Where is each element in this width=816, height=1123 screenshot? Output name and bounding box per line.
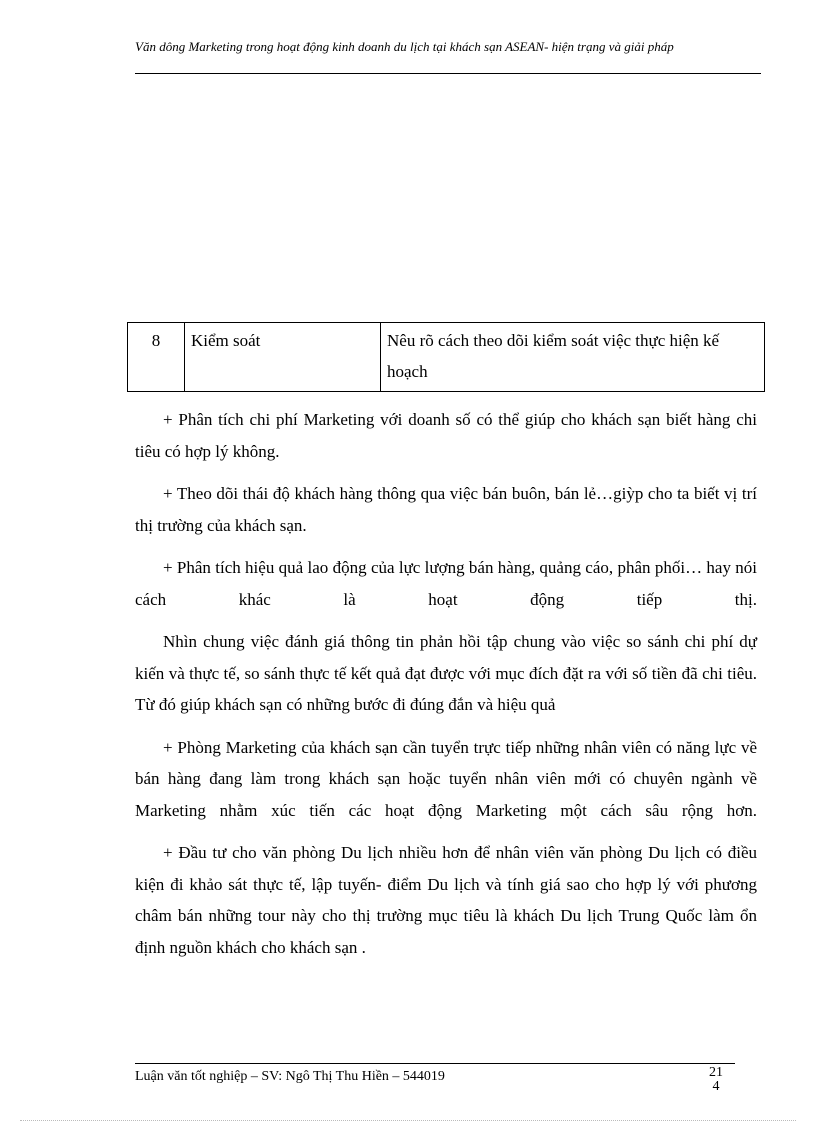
- running-header: Văn dông Marketing trong hoạt động kinh doanh du lịch tại khách sạn ASEAN- hiện trạng và giải pháp: [135, 39, 674, 54]
- paragraph: + Phòng Marketing của khách sạn cần tuyển trực tiếp những nhân viên có năng lực về bán hàng đang làm trong khách sạn hoặc tuyển nhân viên mới có chuyên ngành về Marketing nhằm xúc tiến các hoạt động Marketing một cách sâu rộng hơn.: [135, 737, 757, 820]
- table-row: [128, 323, 765, 392]
- row-description: Nêu rõ cách theo dõi kiểm soát việc thực hiện kế hoạch: [381, 323, 765, 392]
- header-rule: [135, 73, 761, 74]
- paragraph: Nhìn chung việc đánh giá thông tin phản hồi tập chung vào việc so sánh chi phí dự kiến và thực tế, so sánh thực tế kết quả đạt được với mục đích đặt ra với số tiền đã chi tiêu. Từ đó giúp khách sạn có những bước đi đúng đắn và hiệu quả: [135, 632, 757, 714]
- paragraph: + Phân tích chi phí Marketing với doanh số có thể giúp cho khách sạn biết hàng chi tiêu có hợp lý không.: [135, 410, 757, 461]
- row-item: Kiểm soát: [185, 323, 381, 392]
- footer-text: Luận văn tốt nghiệp – SV: Ngô Thị Thu Hiền – 544019: [135, 1069, 445, 1084]
- page-number-line: 21: [709, 1065, 723, 1080]
- body-text: [135, 404, 757, 963]
- paragraph: + Phân tích hiệu quả lao động của lực lượng bán hàng, quảng cáo, phân phối… hay nói cách khác là hoạt động tiếp thị.: [135, 558, 757, 609]
- page-bottom-rule: [20, 1120, 796, 1121]
- footer-rule: [135, 1063, 735, 1064]
- paragraph: + Theo dõi thái độ khách hàng thông qua việc bán buôn, bán lẻ…giỳp cho ta biết vị trí thị trường của khách sạn.: [135, 484, 757, 535]
- plan-table: [127, 322, 765, 392]
- page-number: [706, 1066, 726, 1094]
- paragraph: + Đầu tư cho văn phòng Du lịch nhiều hơn để nhân viên văn phòng Du lịch có điều kiện đi khảo sát thực tế, lập tuyến- điểm Du lịch và tính giá sao cho hợp lý với phương châm bán những tour này cho thị trường mục tiêu là khách Du lịch Trung Quốc làm ổn định nguồn khách cho khách sạn .: [135, 843, 757, 957]
- row-number: 8: [128, 323, 185, 392]
- page-number-line: 4: [712, 1079, 720, 1094]
